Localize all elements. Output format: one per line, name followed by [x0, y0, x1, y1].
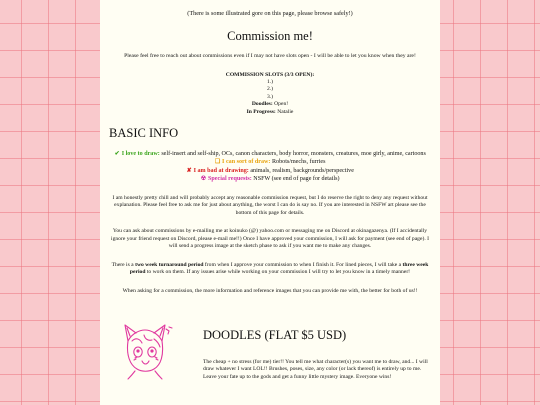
doodles-heading: DOODLES (FLAT $5 USD): [203, 328, 347, 342]
bad-label: I am bad at drawing:: [193, 167, 249, 174]
sort-of-draw: [110, 158, 430, 166]
doodle-drawing: [114, 319, 176, 381]
gore-notice: (There is some illustrated gore on this page, please browse safely!): [187, 10, 353, 17]
turnaround-text-c: to work on them. If any issues arise while working on your commission I will try to let you know in a timely manner!: [146, 269, 411, 276]
check-icon: ✔: [114, 151, 120, 158]
page-title: Commission me!: [227, 29, 313, 43]
doodles-description: The cheap + no stress (for me) tier!! You tell me what character(s) you want me to draw, and... I will draw whatever I want LOL!! Brushes, poses, size, any color (or lack thereof) is entirely up to me. Leave your fate up to the gods and get a funny little mystery image. Everyone wins!: [203, 359, 428, 380]
doodles-status-value: Open!: [274, 101, 289, 108]
basic-info-heading: BASIC INFO: [109, 126, 179, 141]
cross-icon: ✘: [186, 167, 192, 174]
lined-period: three week period: [129, 261, 429, 276]
turnaround-text-b: from when I approve your commission to when I finish it. For lined pieces, I will take a: [204, 261, 402, 268]
sort-text: Robots/mechs, furries: [271, 159, 326, 166]
love-to-draw: [110, 150, 430, 158]
turnaround-text-a: There is a: [111, 261, 134, 268]
in-progress-value: Natalie: [277, 108, 294, 115]
slot-item: 3.): [266, 93, 274, 100]
turnaround-period: two week turnaround period: [135, 261, 204, 268]
policy-paragraph: I am honestly pretty chill and will probably accept any reasonable commission request, but I do reserve the right to deny any request without explanation. Please feel free to ask me for just about anything, the worst I can do is say no. If you are interested in NSFW art please see the bottom of this page for details.: [112, 194, 428, 216]
box-icon: ❑: [214, 159, 221, 166]
doodles-status: [100, 101, 440, 108]
in-progress-status: [100, 109, 440, 116]
bad-text: animals, realism, backgrounds/perspective: [250, 167, 354, 174]
special-requests: [110, 175, 430, 183]
slot-item: 1.): [266, 79, 274, 85]
basic-info-list: [110, 150, 430, 184]
special-label: Special requests:: [208, 176, 252, 183]
sort-label: I can sort of draw:: [222, 159, 271, 166]
bad-at-drawing: [110, 167, 430, 175]
slots-heading: COMMISSION SLOTS (3/3 OPEN):: [225, 71, 315, 78]
doodles-status-label: Doodles:: [251, 101, 273, 108]
love-text: self-insert and self-ship, OCs, canon characters, body horror, monsters, creatures, moe girly, anime, cartoons: [161, 151, 426, 158]
love-label: I love to draw:: [121, 151, 160, 158]
special-text: NSFW (see end of page for details): [253, 176, 340, 183]
contact-paragraph: You can ask about commissions by e-mailing me at koinuko (@) yahoo.com or messaging me on Discord at okinagazenya. (If I accidentally ignore your friend request on Discord, please e-mail me!!) Once I have approved your commission, I will ask for payment (see end of page). I will send a progress image at the sketch phase to ask if you want me to make any changes.: [111, 228, 429, 250]
in-progress-label: In Progress:: [246, 108, 276, 115]
content-panel: [100, 0, 440, 405]
radiation-icon: ☢: [200, 176, 207, 183]
commission-slots: [100, 72, 440, 116]
intro-text: Please feel free to reach out about commissions even if I may not have slots open - I will be able to let you know when they are!: [124, 53, 416, 59]
reference-paragraph: When asking for a commission, the more information and reference images that you can provide me with, the better for both of us!!: [122, 287, 418, 294]
turnaround-paragraph: [111, 262, 429, 277]
slot-item: 2.): [266, 86, 274, 93]
